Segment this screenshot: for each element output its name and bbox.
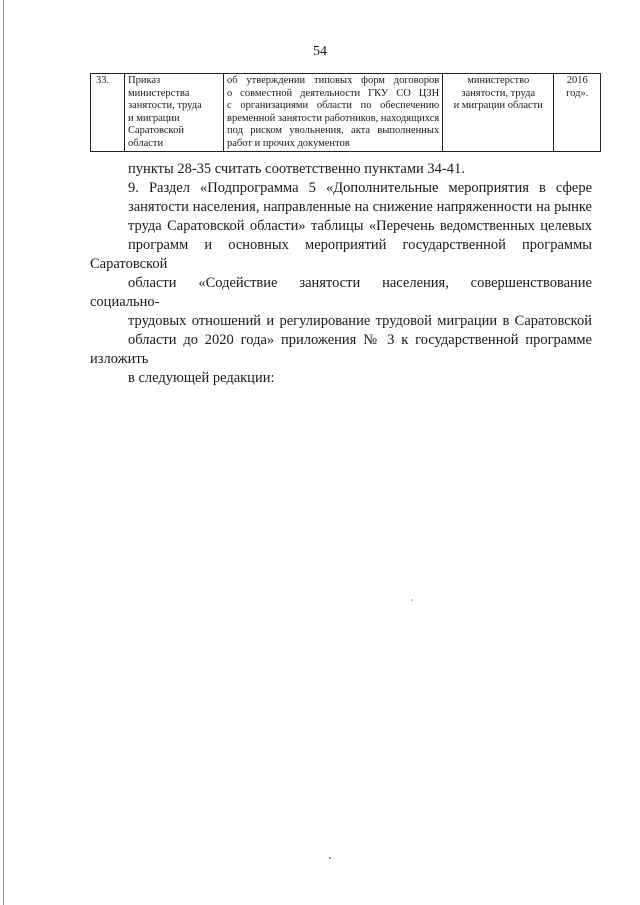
description-line: работ и прочих документов: [227, 137, 350, 149]
paragraph-line: 9. Раздел «Подпрограмма 5 «Дополнительные мероприятия в сфере: [128, 180, 592, 196]
paragraph-line: в следующей редакции:: [128, 370, 275, 386]
description-line: под риском увольнения, акта выполненных: [227, 125, 440, 136]
paragraph-line: трудовых отношений и регулирование трудовой миграции в Саратовской: [128, 313, 592, 329]
document-cell: [125, 74, 224, 152]
description-cell: [224, 74, 443, 152]
executor-cell: [443, 74, 554, 152]
date-cell: [554, 74, 601, 152]
description-line: о совместной деятельности ГКУ СО ЦЗН: [227, 87, 440, 99]
description-line: об утверждении типовых форм договоров: [227, 75, 440, 86]
paragraph-amendment: [90, 179, 592, 388]
page-number: 54: [313, 44, 327, 59]
executor-line: занятости, труда: [461, 87, 536, 99]
executor-line: и миграции области: [453, 100, 543, 111]
paragraph-renumbering: пункты 28-35 считать соответственно пунктами 34-41.: [128, 161, 465, 177]
body-text: [90, 160, 592, 388]
date-line: год».: [566, 87, 589, 99]
document-line: занятости, труда: [128, 100, 202, 111]
document-line: и миграции: [128, 112, 180, 124]
date-line: 2016: [566, 75, 588, 86]
paragraph-line: области до 2020 года» приложения № 3 к государственной программе изложить: [90, 332, 592, 367]
document-line: Саратовской: [128, 125, 184, 136]
scan-speck: [329, 857, 331, 859]
scan-speck: [411, 599, 413, 601]
description-line: временной занятости работников, находящихся: [227, 112, 440, 124]
document-line: области: [128, 137, 164, 149]
paragraph-line: программ и основных мероприятий государственной программы Саратовской: [90, 237, 592, 272]
document-line: министерства: [128, 87, 190, 99]
paragraph-line: труда Саратовской области» таблицы «Перечень ведомственных целевых: [128, 218, 592, 234]
description-line: с организациями области по обеспечению: [227, 100, 440, 111]
executor-line: министерство: [467, 75, 530, 86]
paragraph-line: занятости населения, направленные на снижение напряженности на рынке: [128, 199, 592, 215]
table-row: [90, 73, 601, 152]
scan-edge-line: [3, 0, 4, 905]
paragraph-line: области «Содействие занятости населения, совершенствование социально-: [90, 275, 592, 310]
row-number: 33.: [91, 74, 125, 152]
document-line: Приказ: [128, 75, 161, 86]
